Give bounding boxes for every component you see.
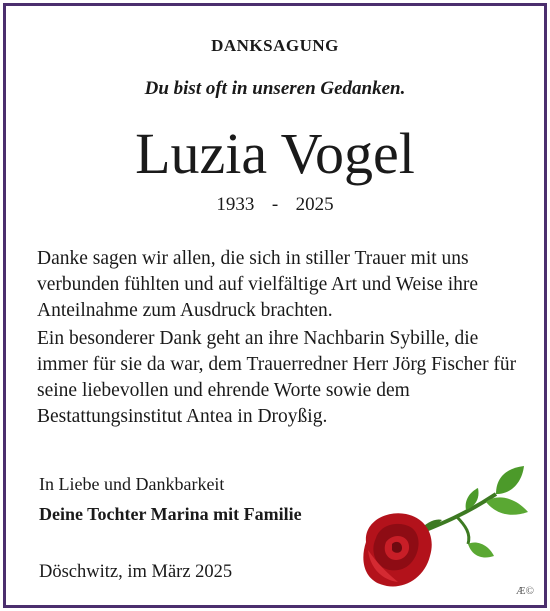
- special-thanks-paragraph: Ein besonderer Dank geht an ihre Nachbarin Sybille, die immer für sie da war, dem Trauerredner Herr Jörg Fischer für seine liebevollen und ehrende Worte sowie dem Bestattungsinstitut Antea in Droyßig.: [37, 328, 517, 427]
- red-rose-icon: [346, 464, 536, 604]
- thanks-paragraph: Danke sagen wir allen, die sich in stiller Trauer mit uns verbunden fühlten und auf vielfältige Art und Weise ihre Anteilnahme zum Ausdruck brachten.: [37, 248, 479, 321]
- notice-motto: Du bist oft in unseren Gedanken.: [144, 78, 406, 99]
- life-dates: 1933 - 2025: [216, 194, 334, 215]
- deceased-name: Luzia Vogel: [135, 121, 415, 186]
- notice-frame: [3, 3, 547, 608]
- closing-line: In Liebe und Dankbarkeit: [39, 474, 225, 494]
- copyright-mark: Æ©: [515, 585, 534, 597]
- notice-heading: DANKSAGUNG: [211, 36, 339, 55]
- signature-line: Deine Tochter Marina mit Familie: [39, 504, 302, 524]
- place-date: Döschwitz, im März 2025: [39, 562, 233, 582]
